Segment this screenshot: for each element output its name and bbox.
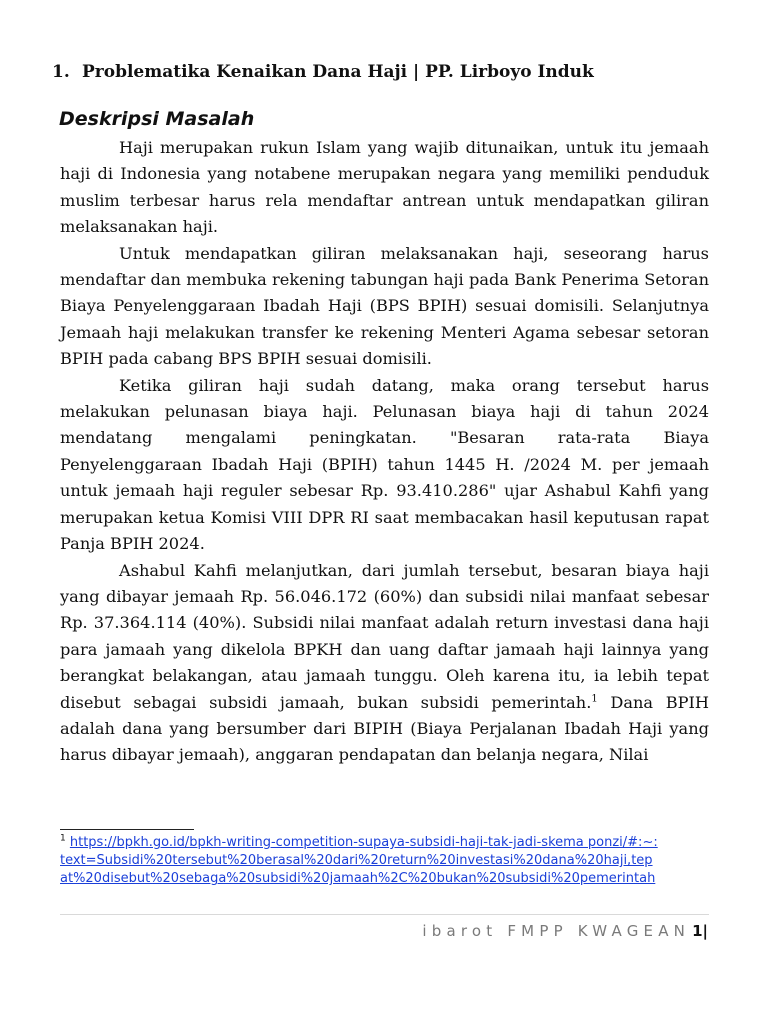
page-footer (422, 921, 708, 941)
footer-label: ibarot FMPP KWAGEAN (422, 922, 691, 940)
footnote (60, 834, 660, 889)
footnote-mark: 1 (60, 833, 66, 844)
footnote-separator (60, 829, 194, 830)
paragraph-1: Haji merupakan rukun Islam yang wajib ditunaikan, untuk itu jemaah haji di Indonesia yang notabene merupakan negara yang memiliki penduduk muslim terbesar harus rela mendaftar antrean untuk mendapatkan giliran melaksanakan haji. (60, 138, 709, 237)
paragraph-3: Ketika giliran haji sudah datang, maka orang tersebut harus melakukan pelunasan biaya haji. Pelunasan biaya haji di tahun 2024 mendatang mengalami peningkatan. "Besaran rata-rata Biaya Penyelenggaraan Ibadah Haji (BPIH) tahun 1445 H. /2024 M. per jemaah untuk jemaah haji reguler sebesar Rp. 93.410.286" ujar Ashabul Kahfi yang merupakan ketua Komisi VIII DPR RI saat membacakan hasil keputusan rapat Panja BPIH 2024. (60, 375, 709, 554)
section-title: Deskripsi Masalah (59, 108, 255, 130)
heading-title: Problematika Kenaikan Dana Haji | PP. Lirboyo Induk (82, 62, 594, 82)
body-text (60, 135, 709, 769)
footnote-reference[interactable]: 1 (591, 693, 598, 705)
paragraph-4-continuation: Dana BPIH adalah dana yang bersumber dari BIPIH (Biaya Perjalanan Ibadah Haji yang harus dibayar jemaah), anggaran pendapatan dan belanja negara, Nilai (60, 692, 709, 765)
paragraph-2: Untuk mendapatkan giliran melaksanakan haji, seseorang harus mendaftar dan membuka rekening tabungan haji pada Bank Penerima Setoran Biaya Penyelenggaraan Ibadah Haji (BPS BPIH) sesuai domisili. Selanjutnya Jemaah haji melakukan transfer ke rekening Menteri Agama sebesar setoran BPIH pada cabang BPS BPIH sesuai domisili. (60, 243, 709, 369)
footer-separator: | (702, 922, 708, 940)
chapter-heading (52, 61, 732, 83)
footer-divider (60, 914, 709, 915)
page-number: 1 (692, 922, 703, 940)
footnote-link[interactable]: https://bpkh.go.id/bpkh-writing-competition-supaya-subsidi-haji-tak-jadi-skema ponzi/#:~:text=Subsidi%20tersebut%20berasal%20dari%20return%20investasi%20dana%20haji,tepat%20disebut%20sebaga%20subsidi%20jamaah%2C%20bukan%20subsidi%20pemerintah (60, 835, 658, 887)
paragraph-4 (60, 558, 709, 769)
heading-number: 1. (52, 62, 70, 82)
paragraph-4-text: Ashabul Kahfi melanjutkan, dari jumlah tersebut, besaran biaya haji yang dibayar jemaah Rp. 56.046.172 (60%) dan subsidi nilai manfaat sebesar Rp. 37.364.114 (40%). Subsidi nilai manfaat adalah return investasi dana haji para jamaah yang dikelola BPKH dan uang daftar jamaah haji lainnya yang berangkat belakangan, atau jamaah tunggu. Oleh karena itu, ia lebih tepat disebut sebagai subsidi jamaah, bukan subsidi pemerintah. (60, 560, 709, 712)
